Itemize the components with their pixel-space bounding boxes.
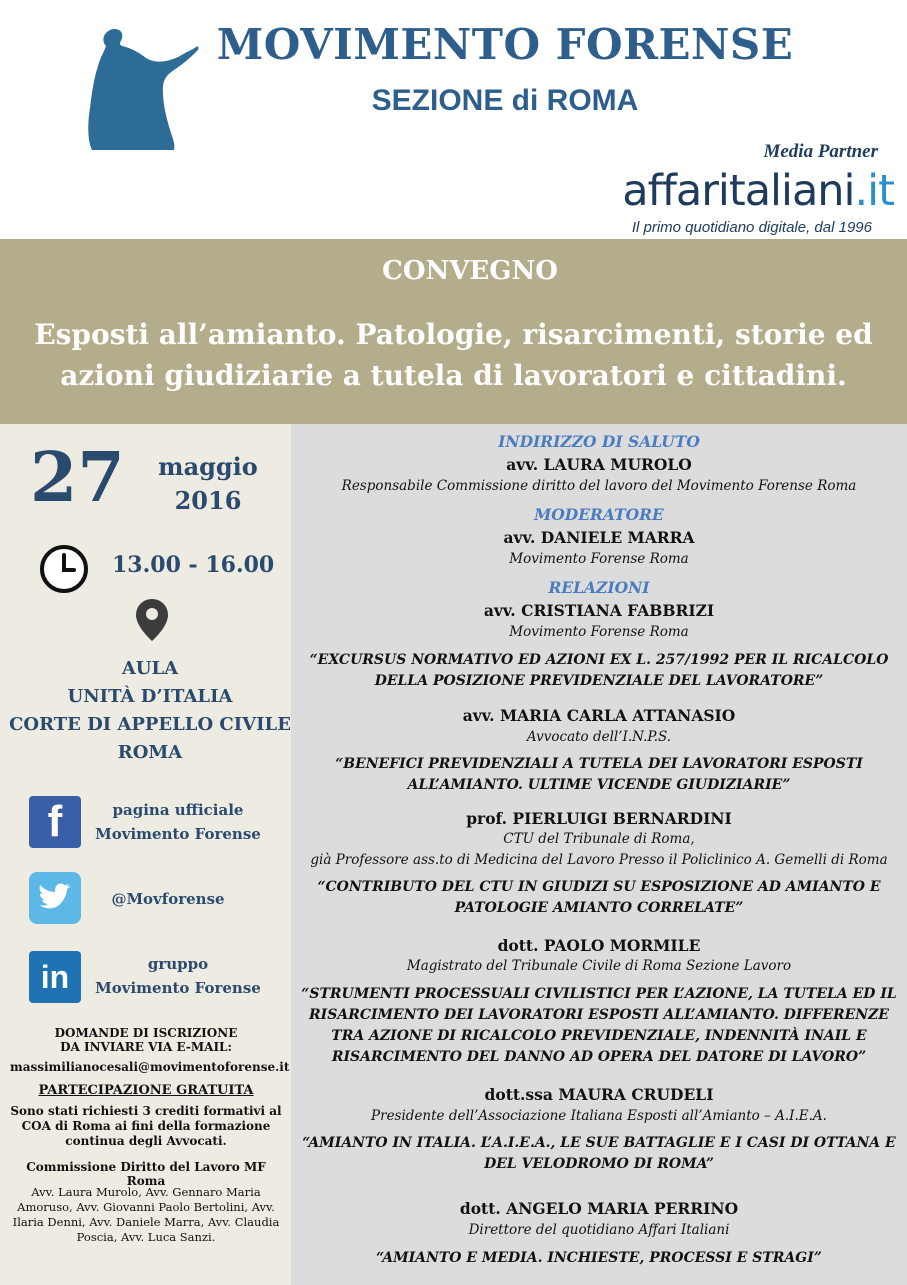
talk-title-line: “EXCURSUS NORMATIVO ED AZIONI EX L. 257/1992 PER IL RICALCOLO xyxy=(309,652,889,668)
members-line: Avv. Laura Murolo, Avv. Gennaro Maria xyxy=(31,1185,261,1199)
event-month: maggio xyxy=(158,452,258,481)
linkedin-line: gruppo xyxy=(147,955,209,973)
linkedin-line: Movimento Forense xyxy=(95,979,261,997)
talk-role: Magistrato del Tribunale Civile di Roma Sezione Lavoro xyxy=(406,958,792,974)
talk-title-line: DELLA POSIZIONE PREVIDENZIALE DEL LAVORATORE” xyxy=(374,673,824,689)
location-pin-icon xyxy=(135,598,169,642)
facebook-icon[interactable]: f xyxy=(29,796,81,848)
org-title: MOVIMENTO FORENSE xyxy=(216,20,794,69)
registration-heading-line: DA INVIARE VIA E-MAIL: xyxy=(60,1040,232,1054)
talk-role: già Professore ass.to di Medicina del Lavoro Presso il Policlinico A. Gemelli di Roma xyxy=(310,852,888,868)
venue-line: UNITÀ D’ITALIA xyxy=(67,686,233,707)
talk-title xyxy=(291,754,907,796)
talk-title-line: “STRUMENTI PROCESSUALI CIVILISTICI PER L’AZIONE, LA TUTELA ED IL xyxy=(301,986,897,1002)
event-day: 27 xyxy=(30,438,125,518)
partner-tagline: Il primo quotidiano digitale, dal 1996 xyxy=(631,219,872,236)
talk-title xyxy=(291,1133,907,1175)
venue xyxy=(0,655,300,767)
talk-title-line: “CONTRIBUTO DEL CTU IN GIUDIZI SU ESPOSIZIONE AD AMIANTO E xyxy=(317,879,881,895)
facebook-link[interactable] xyxy=(78,798,278,846)
members-line: Amoruso, Avv. Giovanni Paolo Bertolini, Avv. xyxy=(17,1200,275,1214)
partner-logo xyxy=(560,166,894,216)
talk-role: Direttore del quotidiano Affari Italiani xyxy=(468,1222,730,1238)
moderator-heading: MODERATORE xyxy=(534,505,664,524)
registration-heading xyxy=(10,1026,282,1054)
talk-title-line: RISARCIMENTO DEI LAVORATORI ESPOSTI ALL’AMIANTO. DIFFERENZE xyxy=(309,1007,889,1023)
greeting-role: Responsabile Commissione diritto del lavoro del Movimento Forense Roma xyxy=(341,478,857,494)
registration-email[interactable]: massimilianocesali@movimentoforense.it xyxy=(10,1060,290,1074)
venue-line: AULA xyxy=(121,658,179,679)
talk-speaker: dott. PAOLO MORMILE xyxy=(497,936,701,955)
talks-heading: RELAZIONI xyxy=(548,578,650,597)
media-partner-label: Media Partner xyxy=(763,141,878,162)
event-title-line: Esposti all’amianto. Patologie, risarcimenti, storie ed xyxy=(34,318,873,351)
greeting-heading: INDIRIZZO DI SALUTO xyxy=(498,432,700,451)
clock-icon xyxy=(38,543,90,595)
talk-title xyxy=(291,877,907,919)
facebook-line: Movimento Forense xyxy=(95,825,261,843)
talk-role: CTU del Tribunale di Roma, xyxy=(503,831,695,847)
event-month-year xyxy=(148,450,268,518)
banner-label: CONVEGNO xyxy=(382,256,558,286)
org-subtitle: SEZIONE di ROMA xyxy=(371,84,639,117)
credits-line: COA di Roma ai fini della formazione xyxy=(21,1119,271,1133)
partner-logo-main: affaritaliani xyxy=(622,166,855,216)
members-line: Ilaria Denni, Avv. Daniele Marra, Avv. Claudia xyxy=(12,1215,280,1229)
talk-title-line: PATOLOGIE AMIANTO CORRELATE” xyxy=(454,900,744,916)
moderator-speaker: avv. DANIELE MARRA xyxy=(503,528,695,547)
talk-title-line: “BENEFICI PREVIDENZIALI A TUTELA DEI LAVORATORI ESPOSTI xyxy=(335,756,863,772)
event-title-line: azioni giudiziarie a tutela di lavoratori e cittadini. xyxy=(60,359,847,392)
talk-role: Avvocato dell’I.N.P.S. xyxy=(526,729,672,745)
talk-speaker: dott. ANGELO MARIA PERRINO xyxy=(459,1199,739,1218)
talk-title-line: DEL VELODROMO DI ROMA” xyxy=(484,1156,714,1172)
commission-members xyxy=(10,1185,282,1245)
venue-line: ROMA xyxy=(117,742,183,763)
partner-logo-tld: .it xyxy=(854,166,894,216)
talk-title-line: RISARCIMENTO DEL DANNO AD OPERA DEL DATORE DI LAVORO” xyxy=(331,1049,867,1065)
event-year: 2016 xyxy=(174,486,242,515)
venue-line: CORTE DI APPELLO CIVILE xyxy=(9,714,291,735)
linkedin-icon[interactable]: in xyxy=(29,951,81,1003)
registration-heading-line: DOMANDE DI ISCRIZIONE xyxy=(54,1026,238,1040)
event-time: 13.00 - 16.00 xyxy=(112,552,275,578)
members-line: Poscia, Avv. Luca Sanzi. xyxy=(76,1230,216,1244)
facebook-line: pagina ufficiale xyxy=(112,801,244,819)
talk-role: Movimento Forense Roma xyxy=(509,624,689,640)
credits-note xyxy=(10,1104,282,1149)
talk-title-line: “AMIANTO E MEDIA. INCHIESTE, PROCESSI E STRAGI” xyxy=(376,1250,822,1266)
talk-speaker: avv. MARIA CARLA ATTANASIO xyxy=(462,706,736,725)
talk-role: Presidente dell’Associazione Italiana Esposti all’Amianto – A.I.E.A. xyxy=(371,1108,827,1124)
talk-speaker: avv. CRISTIANA FABBRIZI xyxy=(483,601,715,620)
event-title xyxy=(0,314,907,396)
twitter-handle[interactable]: @Movforense xyxy=(111,890,225,908)
commission-name: Commissione Diritto del Lavoro MF Roma xyxy=(26,1160,266,1188)
linkedin-link[interactable] xyxy=(78,952,278,1000)
talk-title xyxy=(291,1248,907,1269)
talk-title xyxy=(291,984,907,1068)
talk-title-line: ALL’AMIANTO. ULTIME VICENDE GIUDIZIARIE” xyxy=(407,777,791,793)
talk-title-line: TRA AZIONE DI RICALCOLO PREVIDENZIALE, INDENNITÀ INAIL E xyxy=(331,1028,867,1044)
credits-line: Sono stati richiesti 3 crediti formativi al xyxy=(10,1104,282,1118)
free-participation: PARTECIPAZIONE GRATUITA xyxy=(38,1083,254,1098)
moderator-role: Movimento Forense Roma xyxy=(509,551,689,567)
greeting-speaker: avv. LAURA MUROLO xyxy=(506,455,692,474)
talk-speaker: dott.ssa MAURA CRUDELI xyxy=(484,1085,714,1104)
talk-title-line: “AMIANTO IN ITALIA. L’A.I.E.A., LE SUE BATTAGLIE E I CASI DI OTTANA E xyxy=(302,1135,896,1151)
credits-line: continua degli Avvocati. xyxy=(65,1134,227,1148)
talk-title xyxy=(291,650,907,692)
talk-speaker: prof. PIERLUIGI BERNARDINI xyxy=(466,809,732,828)
logo-figure-icon xyxy=(88,28,200,150)
